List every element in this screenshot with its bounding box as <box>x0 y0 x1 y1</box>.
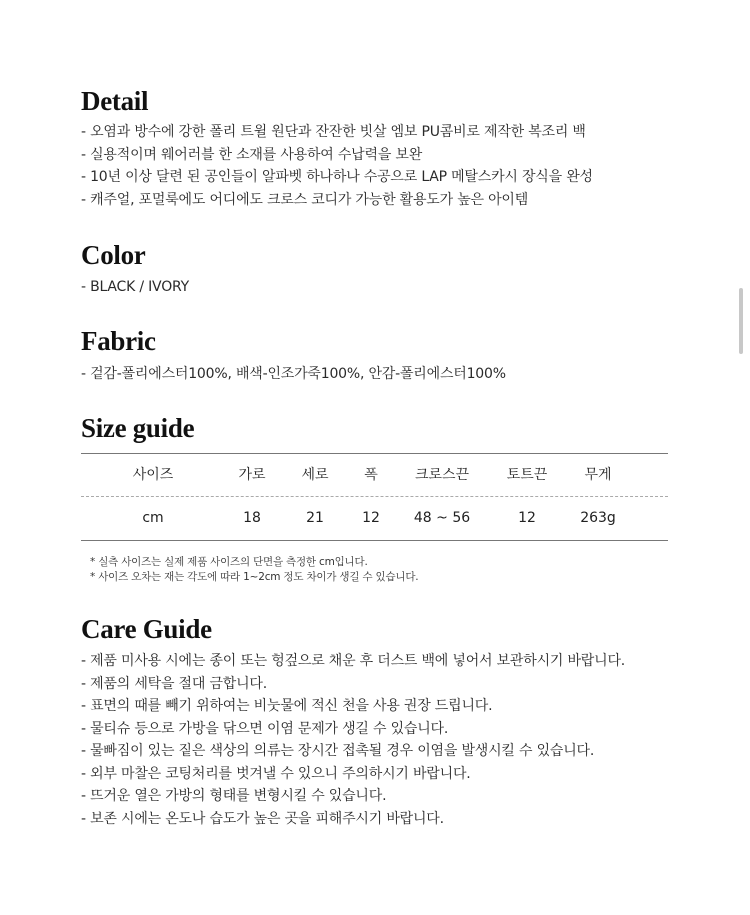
header-tote-strap: 토트끈 <box>506 467 548 483</box>
scrollbar[interactable] <box>739 288 743 354</box>
detail-item: - 10년 이상 달련 된 공인들이 알파벳 하나하나 수공으로 LAP 메탈스카시 장식을 완성 <box>81 169 593 185</box>
care-item: - 제품 미사용 시에는 종이 또는 헝겊으로 채운 후 더스트 백에 넣어서 보관하시기 바랍니다. <box>81 653 626 669</box>
care-guide-list <box>81 650 625 830</box>
care-item: - 물티슈 등으로 가방을 닦으면 이염 문제가 생길 수 있습니다. <box>81 720 449 737</box>
care-item: - 제품의 세탁을 절대 금합니다. <box>81 675 267 692</box>
color-value: - BLACK / IVORY <box>81 279 189 295</box>
detail-heading: Detail <box>81 86 149 116</box>
size-guide-heading: Size guide <box>81 413 195 443</box>
care-item: - 물빠짐이 있는 짙은 색상의 의류는 장시간 접촉될 경우 이염을 발생시킬 수 있습니다. <box>81 743 595 759</box>
header-weight: 무게 <box>584 467 612 483</box>
size-table <box>81 453 668 541</box>
header-height: 세로 <box>301 467 329 483</box>
detail-list <box>81 121 593 211</box>
care-item: - 보존 시에는 온도나 습도가 높은 곳을 피해주시기 바랍니다. <box>81 810 444 827</box>
value-depth: 12 <box>362 510 380 526</box>
detail-item: - 캐주얼, 포멀룩에도 어디에도 크로스 코디가 가능한 활용도가 높은 아이템 <box>81 191 529 208</box>
care-item: - 표면의 때를 빼기 위하여는 비눗물에 적신 천을 사용 권장 드립니다. <box>81 698 493 714</box>
header-cross-strap: 크로스끈 <box>414 467 470 483</box>
value-width: 18 <box>243 510 261 526</box>
header-depth: 폭 <box>364 467 378 483</box>
fabric-value: - 겉감-폴리에스터100%, 배색-인조가죽100%, 안감-폴리에스터100% <box>81 366 506 382</box>
size-table-header-row <box>81 454 668 496</box>
size-notes <box>90 555 418 585</box>
header-width: 가로 <box>238 467 266 483</box>
value-cross-strap: 48 ~ 56 <box>413 510 471 526</box>
detail-item: - 오염과 방수에 강한 폴리 트윌 원단과 잔잔한 빗살 엠보 PU콤비로 제작한 복조리 백 <box>81 124 586 140</box>
care-guide-heading: Care Guide <box>81 614 212 644</box>
value-weight: 263g <box>580 510 616 526</box>
header-size: 사이즈 <box>132 467 174 483</box>
size-note: * 사이즈 오차는 재는 각도에 따라 1~2cm 정도 차이가 생길 수 있습니다. <box>90 571 419 583</box>
care-item: - 뜨거운 열은 가방의 형태를 변형시킬 수 있습니다. <box>81 788 387 804</box>
value-unit: cm <box>142 510 164 526</box>
color-heading: Color <box>81 240 146 270</box>
value-height: 21 <box>306 510 324 526</box>
size-note: * 실측 사이즈는 실제 제품 사이즈의 단면을 측정한 cm입니다. <box>90 556 368 568</box>
care-item: - 외부 마찰은 코팅처리를 벗겨낼 수 있으니 주의하시기 바랍니다. <box>81 765 471 782</box>
size-table-row <box>81 497 668 539</box>
fabric-heading: Fabric <box>81 326 156 356</box>
value-tote-strap: 12 <box>518 510 536 526</box>
detail-item: - 실용적이며 웨어러블 한 소재를 사용하여 수납력을 보완 <box>81 146 423 163</box>
